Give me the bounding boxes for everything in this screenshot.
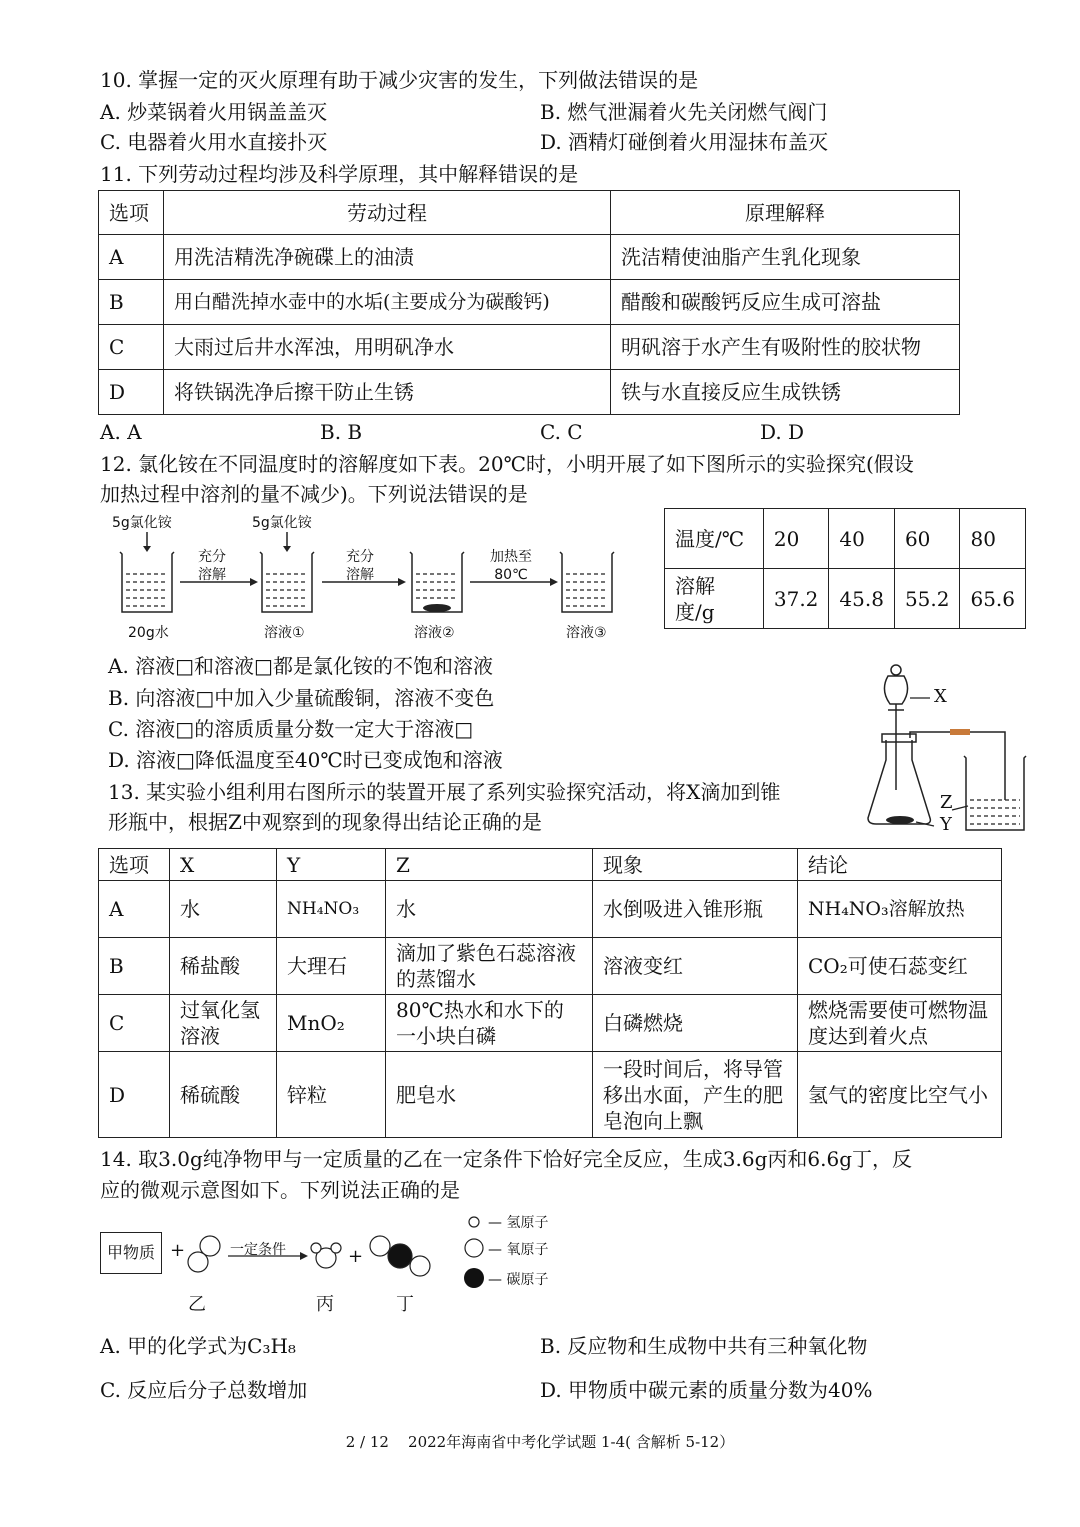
table-header-row <box>99 849 1002 881</box>
table-header-cell: Z <box>386 849 593 881</box>
q12-option-c: C. 溶液□的溶质质量分数一定大于溶液□ <box>108 717 474 741</box>
plus-sign: + <box>170 1240 186 1261</box>
label-yi: 乙 <box>188 1294 206 1315</box>
table-cell: 醋酸和碳酸钙反应生成可溶盐 <box>611 280 960 325</box>
q11-option-d: D. D <box>760 420 805 444</box>
table-cell: C <box>99 325 164 370</box>
table-header-cell: 选项 <box>99 849 170 881</box>
table-cell: A <box>99 881 170 938</box>
table-cell: 燃烧需要使可燃物温度达到着火点 <box>798 995 1002 1052</box>
table-cell: 明矾溶于水产生有吸附性的胶状物 <box>611 325 960 370</box>
table-cell: 铁与水直接反应生成铁锈 <box>611 370 960 415</box>
table-cell: 溶液变红 <box>593 938 798 995</box>
table-cell: 氢气的密度比空气小 <box>798 1052 1002 1138</box>
table-cell: 温度/℃ <box>665 509 764 569</box>
table-row <box>99 370 960 415</box>
table-cell: 大雨过后井水浑浊，用明矾净水 <box>164 325 611 370</box>
q10-option-a: A. 炒菜锅着火用锅盖盖灭 <box>100 100 328 124</box>
q12-option-b: B. 向溶液□中加入少量硫酸铜，溶液不变色 <box>108 686 495 710</box>
q10-option-b: B. 燃气泄漏着火先关闭燃气阀门 <box>540 100 828 124</box>
table-cell: 80 <box>960 509 1026 569</box>
label-bing: 丙 <box>316 1294 334 1315</box>
table-cell: NH₄NO₃ <box>277 881 386 938</box>
table-cell: D <box>99 370 164 415</box>
table-cell: 80℃热水和水下的一小块白磷 <box>386 995 593 1052</box>
water-label: 20g水 <box>128 625 169 641</box>
table-cell: NH₄NO₃溶解放热 <box>798 881 1002 938</box>
legend-oxygen: — 氧原子 <box>488 1242 549 1258</box>
table-cell: 肥皂水 <box>386 1052 593 1138</box>
q11-option-c: C. C <box>540 420 583 444</box>
legend-atom-icons <box>460 1210 490 1294</box>
table-cell: 65.6 <box>960 569 1026 629</box>
table-cell: 稀盐酸 <box>170 938 277 995</box>
plus-sign: + <box>348 1246 364 1267</box>
table-cell: 一段时间后，将导管移出水面，产生的肥皂泡向上飘 <box>593 1052 798 1138</box>
q11-table <box>98 190 960 415</box>
heat-step-label: 加热至80℃ <box>490 549 532 583</box>
q11-option-a: A. A <box>100 420 142 444</box>
q13-stem-line2: 形瓶中，根据Z中观察到的现象得出结论正确的是 <box>108 810 542 834</box>
table-row <box>99 1052 1002 1138</box>
table-cell: 锌粒 <box>277 1052 386 1138</box>
table-cell: 溶解度/g <box>665 569 764 629</box>
q14-option-b: B. 反应物和生成物中共有三种氧化物 <box>540 1334 868 1358</box>
table-cell: 洗洁精使油脂产生乳化现象 <box>611 235 960 280</box>
q12-option-a: A. 溶液□和溶液□都是氯化铵的不饱和溶液 <box>108 654 493 678</box>
table-cell: 40 <box>829 509 895 569</box>
table-cell: 将铁锅洗净后擦干防止生锈 <box>164 370 611 415</box>
table-cell: 过氧化氢溶液 <box>170 995 277 1052</box>
molecule-illustration <box>180 1230 440 1290</box>
q14-stem-line1: 14. 取3.0g纯净物甲与一定质量的乙在一定条件下恰好完全反应，生成3.6g丙和6.6g丁，反 <box>100 1147 912 1171</box>
q14-option-a: A. 甲的化学式为C₃H₈ <box>100 1334 296 1358</box>
table-cell: A <box>99 235 164 280</box>
table-row <box>99 938 1002 995</box>
table-header-cell: 结论 <box>798 849 1002 881</box>
solution-1-label: 溶液① <box>264 625 305 641</box>
q13-table <box>98 848 1002 1138</box>
table-cell: 稀硫酸 <box>170 1052 277 1138</box>
table-header-cell: 选项 <box>99 191 164 235</box>
q14-stem-line2: 应的微观示意图如下。下列说法正确的是 <box>100 1178 460 1202</box>
q11-stem: 11. 下列劳动过程均涉及科学原理，其中解释错误的是 <box>100 162 579 186</box>
table-header-cell: 劳动过程 <box>164 191 611 235</box>
table-header-cell: X <box>170 849 277 881</box>
table-cell: 用洗洁精洗净碗碟上的油渍 <box>164 235 611 280</box>
table-row <box>665 569 1026 629</box>
q11-option-b: B. B <box>320 420 363 444</box>
table-cell: MnO₂ <box>277 995 386 1052</box>
add-ammonium-chloride-label-1: 5g氯化铵 <box>112 515 172 531</box>
legend-hydrogen: — 氢原子 <box>488 1215 549 1231</box>
table-cell: 60 <box>894 509 960 569</box>
label-y: Y <box>940 814 952 835</box>
page-footer: 2 / 12 2022年海南省中考化学试题 1-4( 含解析 5-12） <box>345 1433 735 1451</box>
table-cell: 水 <box>170 881 277 938</box>
dissolve-step-label-1: 充分溶解 <box>198 549 226 583</box>
substance-jia-box: 甲物质 <box>100 1232 162 1274</box>
table-cell: 20 <box>763 509 829 569</box>
table-cell: 45.8 <box>829 569 895 629</box>
label-ding: 丁 <box>396 1294 414 1315</box>
label-z: Z <box>940 792 953 813</box>
table-row <box>665 509 1026 569</box>
q12-stem-line1: 12. 氯化铵在不同温度时的溶解度如下表。20℃时，小明开展了如下图所示的实验探究(假设 <box>100 452 914 476</box>
q13-stem-line1: 13. 某实验小组利用右图所示的装置开展了系列实验探究活动，将X滴加到锥 <box>108 780 781 804</box>
label-x: X <box>934 686 947 707</box>
dissolve-step-label-2: 充分溶解 <box>346 549 374 583</box>
flask-funnel-beaker-illustration <box>860 660 1040 840</box>
table-cell: 水倒吸进入锥形瓶 <box>593 881 798 938</box>
table-cell: 大理石 <box>277 938 386 995</box>
solution-2-label: 溶液② <box>414 625 455 641</box>
table-cell: 白磷燃烧 <box>593 995 798 1052</box>
table-row <box>99 235 960 280</box>
q10-option-c: C. 电器着火用水直接扑灭 <box>100 130 328 154</box>
table-cell: B <box>99 938 170 995</box>
add-ammonium-chloride-label-2: 5g氯化铵 <box>252 515 312 531</box>
table-cell: 用白醋洗掉水壶中的水垢(主要成分为碳酸钙) <box>164 280 611 325</box>
q14-option-d: D. 甲物质中碳元素的质量分数为40% <box>540 1378 873 1402</box>
table-header-row <box>99 191 960 235</box>
q14-option-c: C. 反应后分子总数增加 <box>100 1378 308 1402</box>
q10-stem: 10. 掌握一定的灭火原理有助于减少灾害的发生，下列做法错误的是 <box>100 68 699 92</box>
table-cell: 37.2 <box>763 569 829 629</box>
table-row <box>99 325 960 370</box>
table-row <box>99 995 1002 1052</box>
table-header-cell: 现象 <box>593 849 798 881</box>
reaction-condition-label: 一定条件 <box>230 1242 286 1258</box>
table-header-cell: 原理解释 <box>611 191 960 235</box>
solution-3-label: 溶液③ <box>566 625 607 641</box>
table-row <box>99 280 960 325</box>
table-cell: 水 <box>386 881 593 938</box>
table-cell: CO₂可使石蕊变红 <box>798 938 1002 995</box>
q12-option-d: D. 溶液□降低温度至40℃时已变成饱和溶液 <box>108 748 503 772</box>
table-cell: D <box>99 1052 170 1138</box>
table-cell: 滴加了紫色石蕊溶液的蒸馏水 <box>386 938 593 995</box>
table-cell: C <box>99 995 170 1052</box>
legend-carbon: — 碳原子 <box>488 1272 549 1288</box>
solubility-table <box>664 508 1026 629</box>
table-row <box>99 881 1002 938</box>
table-cell: B <box>99 280 164 325</box>
q10-option-d: D. 酒精灯碰倒着火用湿抹布盖灭 <box>540 130 829 154</box>
q12-stem-line2: 加热过程中溶剂的量不减少)。下列说法错误的是 <box>100 482 528 506</box>
table-cell: 55.2 <box>894 569 960 629</box>
table-header-cell: Y <box>277 849 386 881</box>
